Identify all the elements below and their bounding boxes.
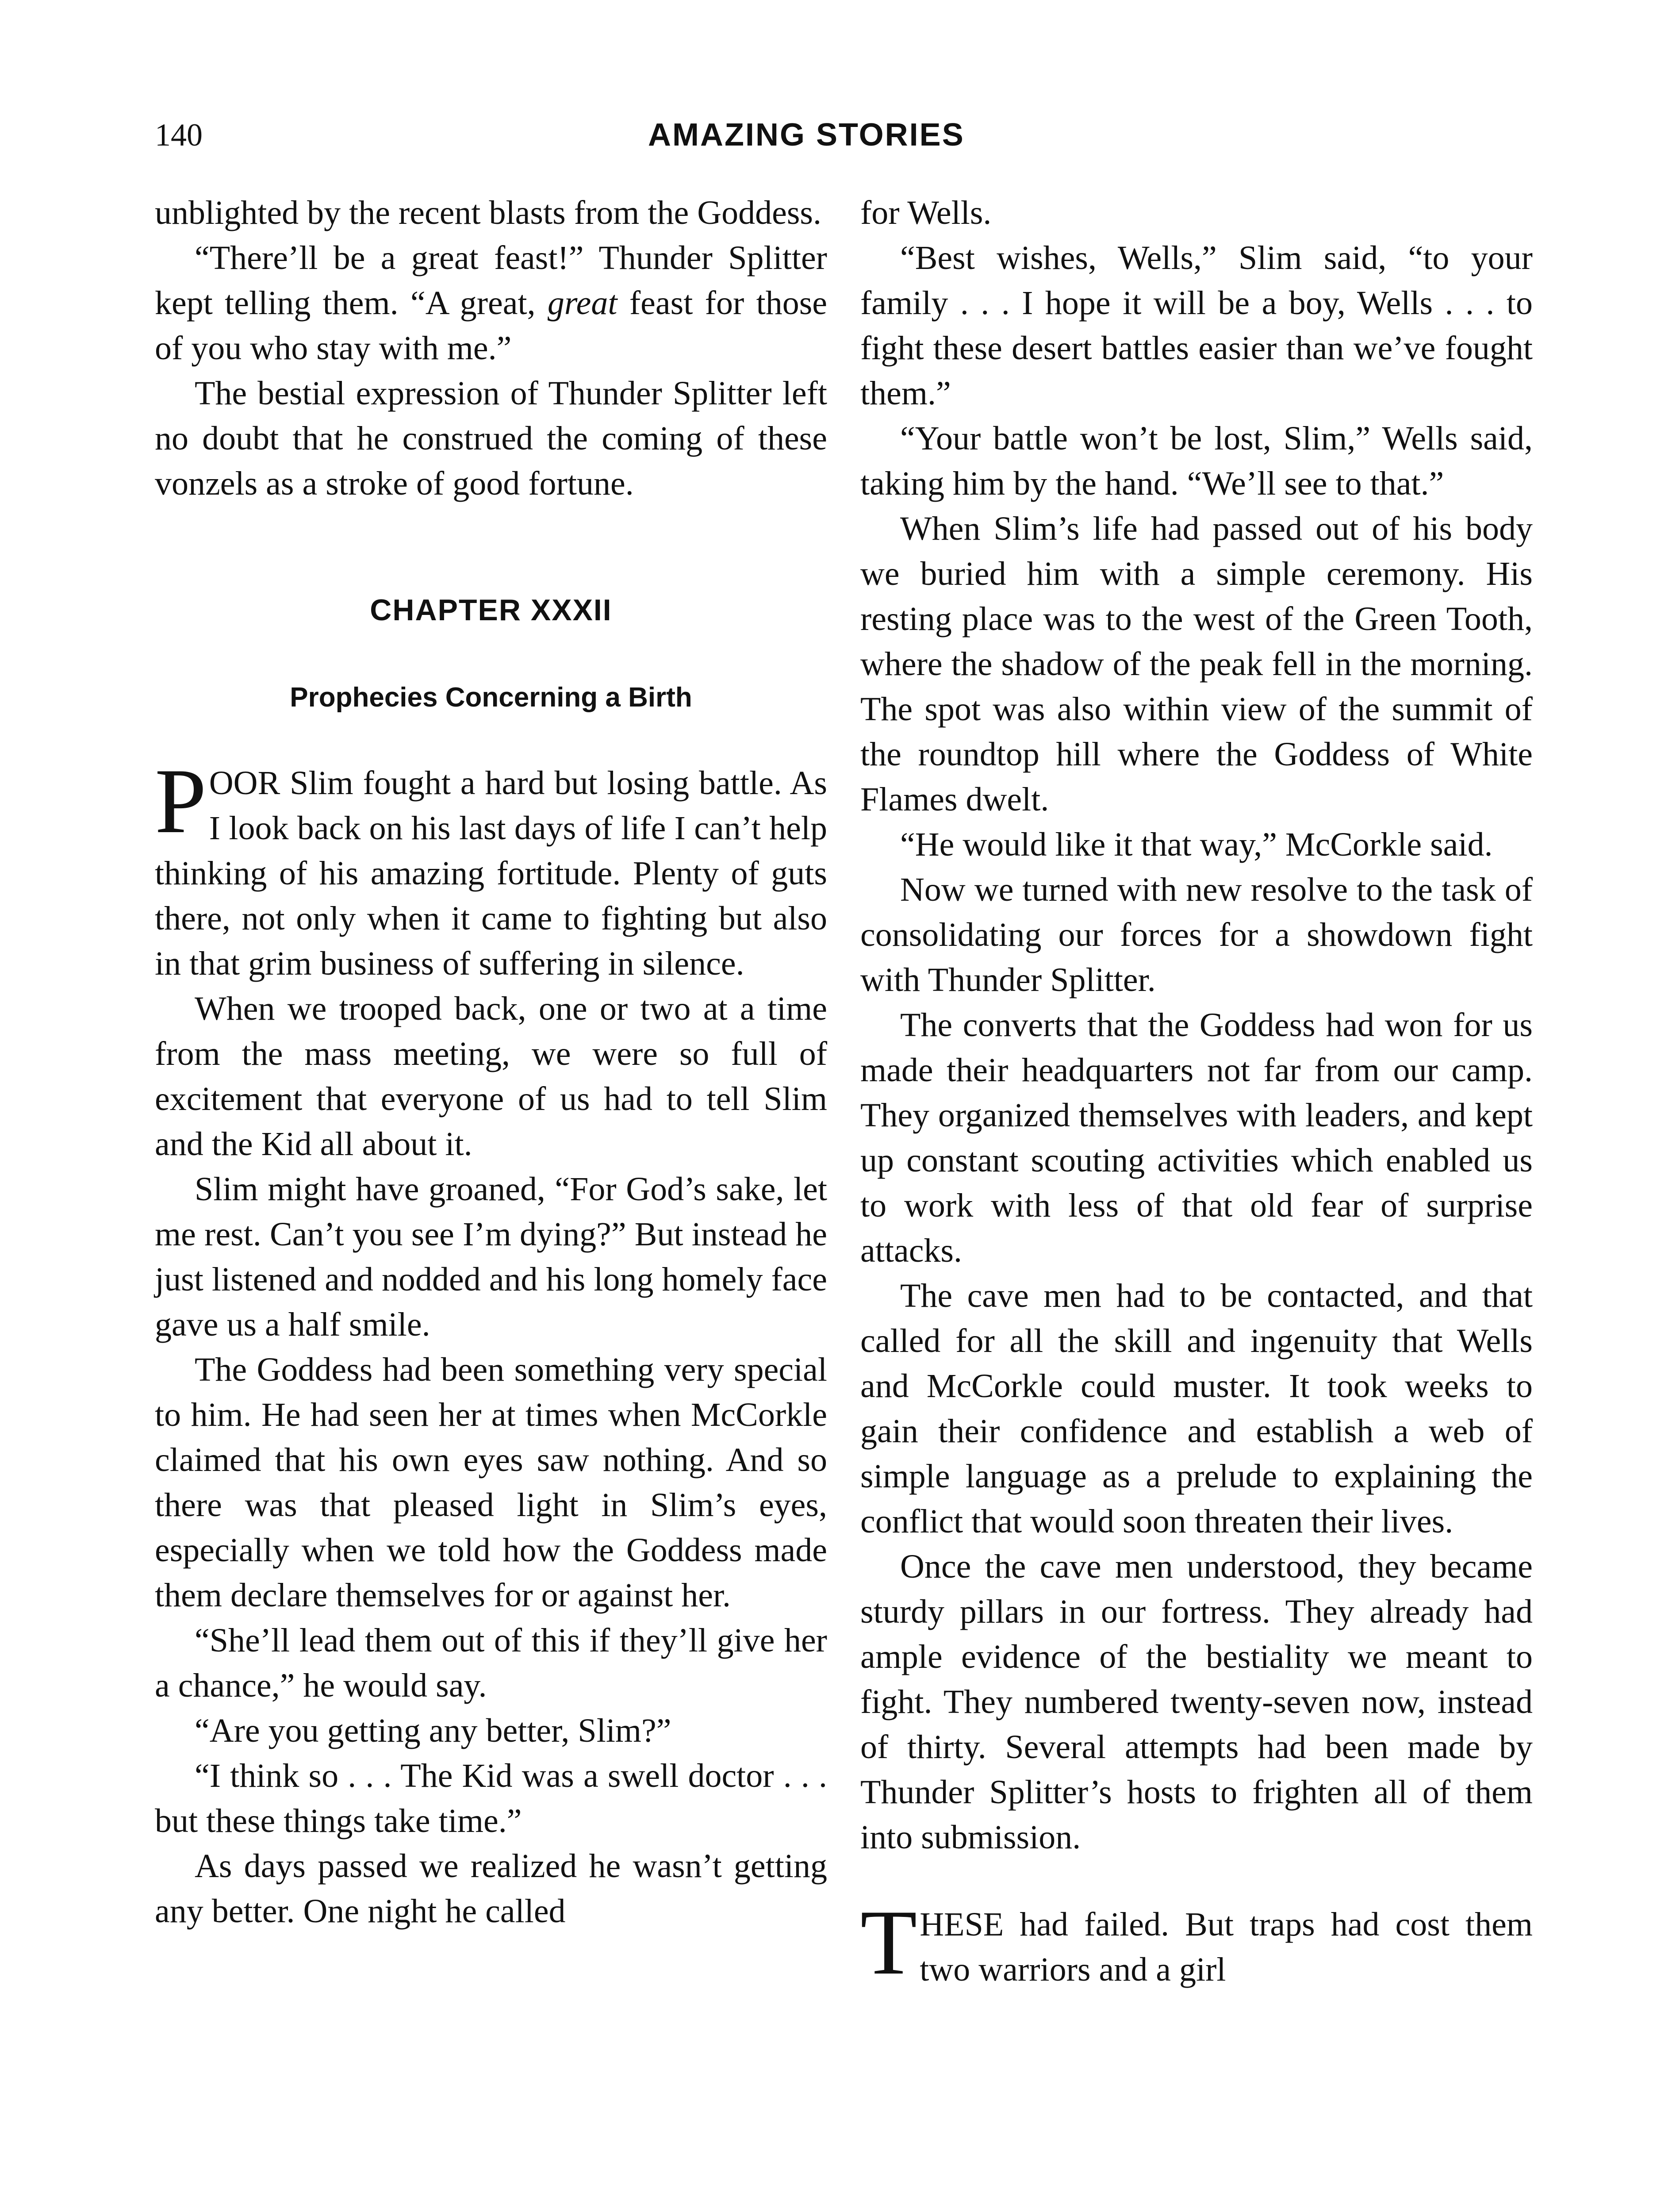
- left-column: [155, 190, 827, 1934]
- paragraph: “Are you getting any better, Slim?”: [195, 1712, 671, 1749]
- paragraph: The cave men had to be contacted, and that called for all the skill and ingenuity that Wells and McCorkle could muster. It took weeks to gain their confidence and establish a web of simple language as a prelude to explaining the conflict that would soon threaten their lives.: [860, 1277, 1533, 1540]
- paragraph: for Wells.: [860, 194, 992, 231]
- paragraph: Slim might have groaned, “For God’s sake, let me rest. Can’t you see I’m dying?” But instead he just listened and nodded and his long homely face gave us a half smile.: [155, 1171, 827, 1343]
- paragraph-text: OOR Slim fought a hard but losing battle. As I look back on his last days of life I can’t help thinking of his amazing fortitude. Plenty of guts there, not only when it came to fighting but also in that grim business of suffering in silence.: [155, 764, 827, 982]
- chapter-subtitle: Prophecies Concerning a Birth: [290, 682, 692, 713]
- paragraph-text: HESE had failed. But traps had cost them two warriors and a girl: [920, 1906, 1533, 1988]
- paragraph-dropcap: [860, 1891, 1533, 1994]
- running-head: AMAZING STORIES: [648, 117, 965, 153]
- paragraph: The bestial expression of Thunder Splitter left no doubt that he construed the coming of these vonzels as a stroke of good fortune.: [155, 375, 827, 502]
- paragraph: unblighted by the recent blasts from the Goddess.: [155, 194, 822, 231]
- paragraph: As days passed we realized he wasn’t getting any better. One night he called: [155, 1847, 827, 1930]
- paragraph: Now we turned with new resolve to the task of consolidating our forces for a showdown fight with Thunder Splitter.: [860, 871, 1533, 998]
- paragraph: “Best wishes, Wells,” Slim said, “to your family . . . I hope it will be a boy, Wells . . . to fight these desert battles easier than we’ve fought them.”: [860, 239, 1533, 412]
- paragraph: “Your battle won’t be lost, Slim,” Wells said, taking him by the hand. “We’ll see to that.”: [860, 420, 1533, 502]
- paragraph: When Slim’s life had passed out of his body we buried him with a simple ceremony. His resting place was to the west of the Green Tooth, where the shadow of the peak fell in the morning. The spot was also within view of the summit of the roundtop hill where the Goddess of White Flames dwelt.: [860, 510, 1533, 818]
- paragraph: “She’ll lead them out of this if they’ll give her a chance,” he would say.: [155, 1622, 827, 1704]
- page-header: [155, 111, 1535, 159]
- paragraph: The Goddess had been something very special to him. He had seen her at times when McCorkle claimed that his own eyes saw nothing. And so there was that pleased light in Slim’s eyes, especially when we told how the Goddess made them declare themselves for or against her.: [155, 1351, 827, 1614]
- paragraph: [155, 235, 827, 371]
- paragraph: “I think so . . . The Kid was a swell doctor . . . but these things take time.”: [155, 1757, 827, 1839]
- paragraph-text: “There’ll be a great feast!” Thunder Splitter kept telling them. “A great,: [155, 239, 827, 322]
- drop-cap: P: [155, 750, 207, 853]
- page-number: 140: [155, 117, 203, 153]
- right-column: [860, 190, 1533, 1992]
- paragraph: “He would like it that way,” McCorkle said.: [900, 826, 1493, 863]
- paragraph: When we trooped back, one or two at a time from the mass meeting, we were so full of excitement that everyone of us had to tell Slim and the Kid all about it.: [155, 990, 827, 1163]
- paragraph-text: feast for those of you who stay with me.”: [155, 284, 828, 367]
- paragraph: Once the cave men understood, they became sturdy pillars in our fortress. They already had ample evidence of the bestiality we meant to fight. They numbered twenty-seven now, instead of thirty. Several attempts had been made by Thunder Splitter’s hosts to frighten all of them into submission.: [860, 1548, 1533, 1856]
- paragraph-dropcap: [155, 750, 827, 986]
- drop-cap: T: [860, 1891, 917, 1994]
- chapter-heading: CHAPTER XXXII: [370, 593, 612, 627]
- paragraph: The converts that the Goddess had won for us made their headquarters not far from our camp. They organized themselves with leaders, and kept up constant scouting activities which enabled us to work with less of that old fear of surprise attacks.: [860, 1006, 1533, 1269]
- emphasis-text: great: [547, 284, 617, 322]
